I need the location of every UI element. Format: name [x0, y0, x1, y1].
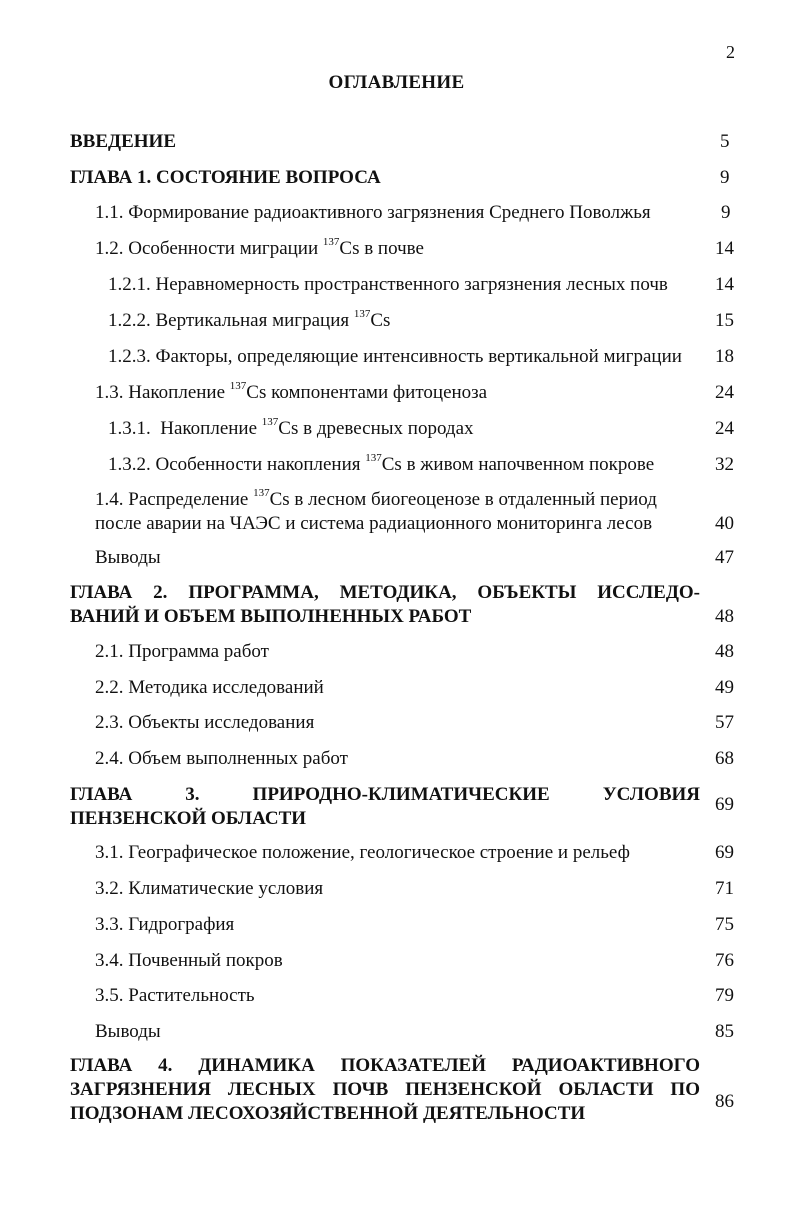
entry-page: 68	[715, 748, 734, 769]
entry-page: 75	[715, 914, 734, 935]
toc-entry-chapter-2[interactable]	[70, 581, 735, 629]
entry-title: 1.3.1. Накопление $^{137}$Cs в древесных породах	[108, 416, 474, 439]
entry-page: 32	[715, 454, 734, 475]
entry-page: 48	[715, 641, 734, 662]
toc-entry-chapter-3[interactable]	[70, 783, 735, 831]
isotope-mass-number: 137	[261, 416, 279, 428]
toc-entry-1-3-2[interactable]	[108, 453, 735, 477]
entry-title: 1.2.3. Факторы, определяющие интенсивность вертикальной миграции	[108, 346, 682, 367]
entry-page: 9	[720, 167, 730, 188]
toc-entry-2-1[interactable]	[95, 640, 735, 664]
toc-entry-1-4[interactable]	[95, 488, 735, 536]
entry-title: ГЛАВА 4. ДИНАМИКА ПОКАЗАТЕЛЕЙ РАДИОАКТИВНОГО	[70, 1055, 700, 1076]
toc-entry-3-1[interactable]	[95, 841, 735, 865]
toc-entry-3-5[interactable]	[95, 984, 735, 1008]
entry-page: 14	[715, 274, 734, 295]
entry-title: 2.1. Программа работ	[95, 641, 269, 662]
entry-page: 5	[720, 131, 730, 152]
entry-title: 1.4. Распределение $^{137}$Cs в лесном биогеоценозе в отдаленный период	[95, 487, 657, 510]
entry-page: 15	[715, 310, 734, 331]
entry-title: ГЛАВА 1. СОСТОЯНИЕ ВОПРОСА	[70, 167, 381, 188]
toc-entry-3-2[interactable]	[95, 877, 735, 901]
entry-title: 1.1. Формирование радиоактивного загрязнения Среднего Поволжья	[95, 202, 651, 223]
toc-entry-3-3[interactable]	[95, 913, 735, 937]
entry-title: Выводы	[95, 547, 161, 568]
page-number: 2	[726, 42, 735, 62]
entry-title: ВВЕДЕНИЕ	[70, 131, 176, 152]
entry-page: 69	[715, 842, 734, 863]
toc-entry-1-3-1[interactable]	[108, 417, 735, 441]
toc-entry-2-2[interactable]	[95, 676, 735, 700]
toc-entry-1-2-2[interactable]	[108, 309, 735, 333]
isotope-mass-number: 137	[229, 380, 247, 392]
isotope-mass-number: 137	[322, 236, 340, 248]
entry-title: 2.2. Методика исследований	[95, 677, 324, 698]
entry-title-line-2: ПЕНЗЕНСКОЙ ОБЛАСТИ	[70, 808, 307, 829]
toc-entry-1-2-3[interactable]	[108, 345, 735, 369]
entry-title-line-2: ВАНИЙ И ОБЪЕМ ВЫПОЛНЕННЫХ РАБОТ	[70, 606, 472, 627]
entry-page: 48	[715, 606, 734, 627]
toc-entry-3-4[interactable]	[95, 949, 735, 973]
entry-page: 71	[715, 878, 734, 899]
entry-page: 49	[715, 677, 734, 698]
entry-title-line-3: ПОДЗОНАМ ЛЕСОХОЗЯЙСТВЕННОЙ ДЕЯТЕЛЬНОСТИ	[70, 1103, 586, 1124]
toc-entry-2-4[interactable]	[95, 747, 735, 771]
entry-page: 47	[715, 547, 734, 568]
entry-title: 1.2.1. Неравномерность пространственного загрязнения лесных почв	[108, 274, 668, 295]
entry-title: 3.3. Гидрография	[95, 914, 235, 935]
toc-entry-chapter-4[interactable]	[70, 1054, 735, 1126]
entry-page: 76	[715, 950, 734, 971]
isotope-mass-number: 137	[365, 452, 382, 464]
entry-page: 79	[715, 985, 734, 1006]
entry-title: 1.3. Накопление $^{137}$Cs компонентами фитоценоза	[95, 380, 488, 403]
toc-entry-2-3[interactable]	[95, 711, 735, 735]
entry-title: 3.1. Географическое положение, геологическое строение и рельеф	[95, 842, 630, 863]
entry-page: 24	[715, 382, 734, 403]
toc-entry-1-2-1[interactable]	[108, 273, 735, 297]
toc-entry-introduction[interactable]	[70, 130, 735, 154]
entry-page: 85	[715, 1021, 734, 1042]
entry-title: ГЛАВА 2. ПРОГРАММА, МЕТОДИКА, ОБЪЕКТЫ ИССЛЕДО-	[70, 582, 700, 603]
entry-page: 18	[715, 346, 734, 367]
entry-title: ГЛАВА 3. ПРИРОДНО-КЛИМАТИЧЕСКИЕ УСЛОВИЯ	[70, 784, 700, 805]
entry-title: 1.3.2. Особенности накопления $^{137}$Cs в живом напочвенном покрове	[108, 452, 655, 475]
entry-title: 2.3. Объекты исследования	[95, 712, 315, 733]
entry-title: 1.2.2. Вертикальная миграция $^{137}$Cs	[108, 308, 391, 331]
entry-title-line-2: ЗАГРЯЗНЕНИЯ ЛЕСНЫХ ПОЧВ ПЕНЗЕНСКОЙ ОБЛАСТИ ПО	[70, 1079, 700, 1100]
toc-entry-chapter-1[interactable]	[70, 166, 735, 190]
entry-page: 24	[715, 418, 734, 439]
entry-page: 69	[715, 794, 734, 815]
toc-entry-1-1[interactable]	[95, 201, 735, 225]
entry-page: 86	[715, 1091, 734, 1112]
page-title: ОГЛАВЛЕНИЕ	[328, 72, 465, 93]
entry-page: 57	[715, 712, 734, 733]
isotope-mass-number: 137	[253, 487, 270, 499]
entry-page: 9	[721, 202, 731, 223]
entry-title: Выводы	[95, 1021, 161, 1042]
entry-page: 40	[715, 513, 734, 534]
entry-title: 2.4. Объем выполненных работ	[95, 748, 348, 769]
entry-title: 3.4. Почвенный покров	[95, 950, 283, 971]
isotope-mass-number: 137	[353, 308, 371, 320]
toc-entry-1-conclusions[interactable]	[95, 546, 735, 570]
entry-title: 3.5. Растительность	[95, 985, 255, 1006]
toc-entry-3-conclusions[interactable]	[95, 1020, 735, 1044]
entry-title: 1.2. Особенности миграции $^{137}$Cs в почве	[95, 236, 424, 259]
entry-page: 14	[715, 238, 734, 259]
entry-title-line-2: после аварии на ЧАЭС и система радиационного мониторинга лесов	[95, 513, 653, 534]
entry-title: 3.2. Климатические условия	[95, 878, 324, 899]
toc-entry-1-2[interactable]	[95, 237, 735, 261]
toc-entry-1-3[interactable]	[95, 381, 735, 405]
